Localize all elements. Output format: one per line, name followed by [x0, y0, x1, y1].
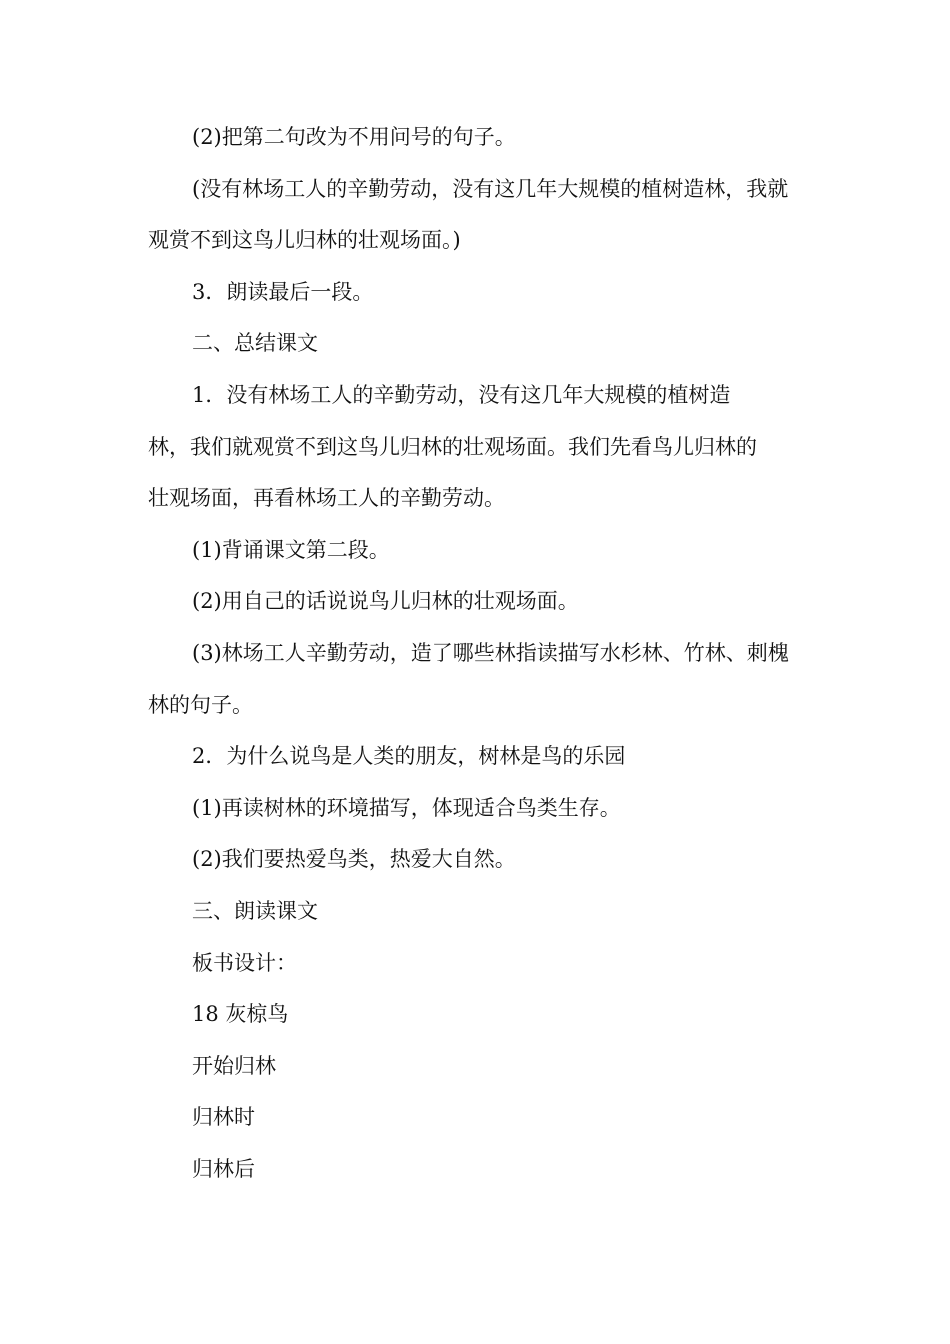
document-body [148, 112, 808, 1195]
paragraph-summary-1: 1．没有林场工人的辛勤劳动，没有这几年大规模的植树造林，我们就观赏不到这鸟儿归林的壮观场面。我们先看鸟儿归林的壮观场面，再看林场工人的辛勤劳动。 [148, 382, 757, 511]
board-design-label: 板书设计： [192, 950, 297, 975]
list-item-love-nature: (2)我们要热爱鸟类，热爱大自然。 [192, 847, 516, 872]
section-heading-read-text: 三、朗读课文 [192, 898, 318, 923]
paragraph-rewrite-question: (2)把第二句改为不用问号的句子。 [192, 125, 516, 149]
paragraph-rewrite-answer: (没有林场工人的辛勤劳动，没有这几年大规模的植树造林，我就观赏不到这鸟儿归林的壮观场面。) [148, 176, 789, 253]
list-item-environment: (1)再读树林的环境描写，体现适合鸟类生存。 [192, 795, 621, 820]
board-item-after: 归林后 [192, 1156, 255, 1181]
board-item-start: 开始归林 [192, 1053, 276, 1078]
paragraph-summary-2: 2．为什么说鸟是人类的朋友，树林是鸟的乐园 [192, 744, 626, 769]
list-item-recite: (1)背诵课文第二段。 [192, 537, 390, 562]
board-item-during: 归林时 [192, 1105, 255, 1130]
list-item-retell: (2)用自己的话说说鸟儿归林的壮观场面。 [192, 589, 579, 614]
list-item-forests: (3)林场工人辛勤劳动，造了哪些林指读描写水杉林、竹林、刺槐林的句子。 [148, 640, 789, 717]
board-title: 18 灰椋鸟 [192, 1002, 289, 1027]
paragraph-read-last-section: 3．朗读最后一段。 [192, 279, 374, 304]
section-heading-summary: 二、总结课文 [192, 331, 318, 356]
